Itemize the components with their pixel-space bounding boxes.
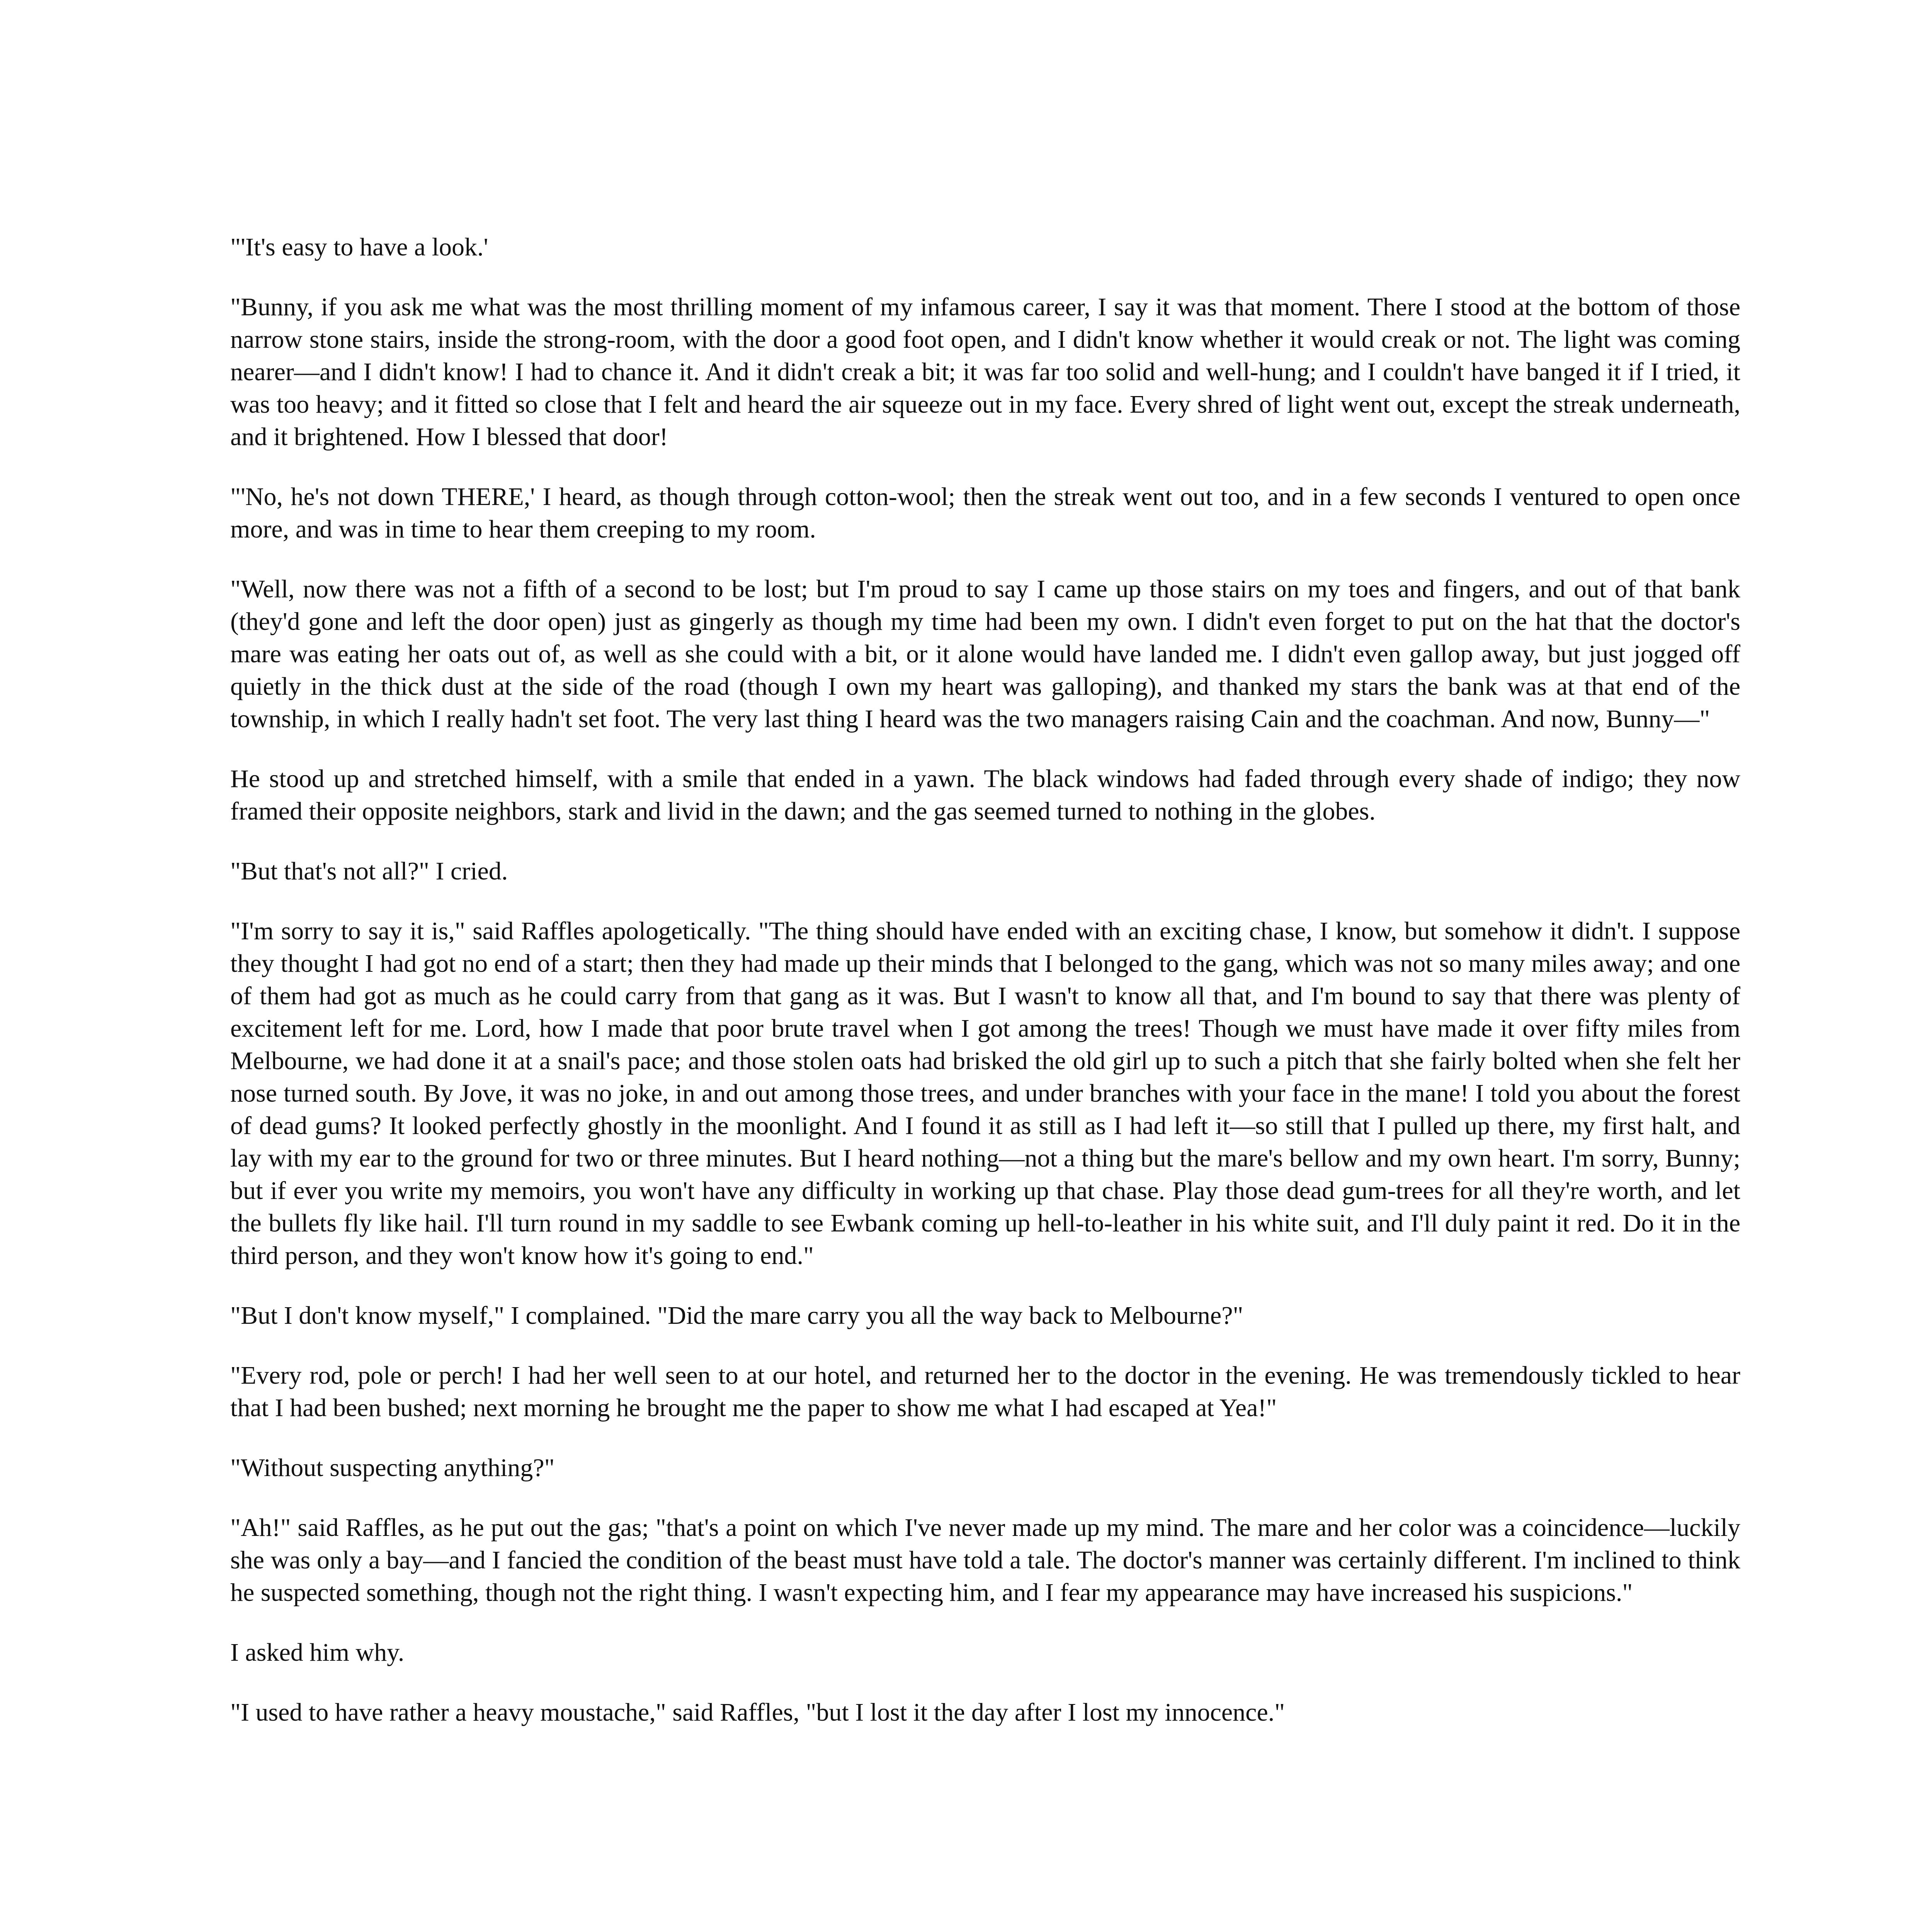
text-column xyxy=(230,231,1740,1756)
paragraph: "Ah!" said Raffles, as he put out the gas; "that's a point on which I've never made up my mind. The mare and her color was a coincidence—luckily she was only a bay—and I fancied the condition of the beast must have told a tale. The doctor's manner was certainly different. I'm inclined to think he suspected something, though not the right thing. I wasn't expecting him, and I fear my appearance may have increased his suspicions." xyxy=(230,1514,1740,1607)
paragraph: "I'm sorry to say it is," said Raffles apologetically. "The thing should have ended with an exciting chase, I know, but somehow it didn't. I suppose they thought I had got no end of a start; then they had made up their minds that I belonged to the gang, which was not so many miles away; and one of them had got as much as he could carry from that gang as it was. But I wasn't to know all that, and I'm bound to say that there was plenty of excitement left for me. Lord, how I made that poor brute travel when I got among the trees! Though we must have made it over fifty miles from Melbourne, we had done it at a snail's pace; and those stolen oats had brisked the old girl up to such a pitch that she fairly bolted when she felt her nose turned south. By Jove, it was no joke, in and out among those trees, and under branches with your face in the mane! I told you about the forest of dead gums? It looked perfectly ghostly in the moonlight. And I found it as still as I had left it—so still that I pulled up there, my first halt, and lay with my ear to the ground for two or three minutes. But I heard nothing—not a thing but the mare's bellow and my own heart. I'm sorry, Bunny; but if ever you write my memoirs, you won't have any difficulty in working up that chase. Play those dead gum-trees for all they're worth, and let the bullets fly like hail. I'll turn round in my saddle to see Ewbank coming up hell-to-leather in his white suit, and I'll duly paint it red. Do it in the third person, and they won't know how it's going to end." xyxy=(230,917,1740,1270)
paragraph: "I used to have rather a heavy moustache," said Raffles, "but I lost it the day after I lost my innocence." xyxy=(230,1698,1285,1726)
paragraph: "Without suspecting anything?" xyxy=(230,1454,555,1482)
paragraph: "Bunny, if you ask me what was the most thrilling moment of my infamous career, I say it was that moment. There I stood at the bottom of those narrow stone stairs, inside the strong-room, with the door a good foot open, and I didn't know whether it would creak or not. The light was coming nearer—and I didn't know! I had to chance it. And it didn't creak a bit; it was far too solid and well-hung; and I couldn't have banged it if I tried, it was too heavy; and it fitted so close that I felt and heard the air squeeze out in my face. Every shred of light went out, except the streak underneath, and it brightened. How I blessed that door! xyxy=(230,293,1740,451)
paragraph: He stood up and stretched himself, with a smile that ended in a yawn. The black windows had faded through every shade of indigo; they now framed their opposite neighbors, stark and livid in the dawn; and the gas seemed turned to nothing in the globes. xyxy=(230,765,1740,825)
paragraph: "Well, now there was not a fifth of a second to be lost; but I'm proud to say I came up those stairs on my toes and fingers, and out of that bank (they'd gone and left the door open) just as gingerly as though my time had been my own. I didn't even forget to put on the hat that the doctor's mare was eating her oats out of, as well as she could with a bit, or it alone would have landed me. I didn't even gallop away, but just jogged off quietly in the thick dust at the side of the road (though I own my heart was galloping), and thanked my stars the bank was at that end of the township, in which I really hadn't set foot. The very last thing I heard was the two managers raising Cain and the coachman. And now, Bunny—" xyxy=(230,575,1740,733)
paragraph: "'No, he's not down THERE,' I heard, as though through cotton-wool; then the streak went out too, and in a few seconds I ventured to open once more, and was in time to hear them creeping to my room. xyxy=(230,483,1740,543)
paragraph: I asked him why. xyxy=(230,1638,405,1667)
paragraph: "But that's not all?" I cried. xyxy=(230,857,508,885)
paragraph: "But I don't know myself," I complained. "Did the mare carry you all the way back to Melbourne?" xyxy=(230,1301,1243,1330)
paragraph: "'It's easy to have a look.' xyxy=(230,233,488,261)
paragraph: "Every rod, pole or perch! I had her well seen to at our hotel, and returned her to the doctor in the evening. He was tremendously tickled to hear that I had been bushed; next morning he brought me the paper to show me what I had escaped at Yea!" xyxy=(230,1361,1740,1422)
